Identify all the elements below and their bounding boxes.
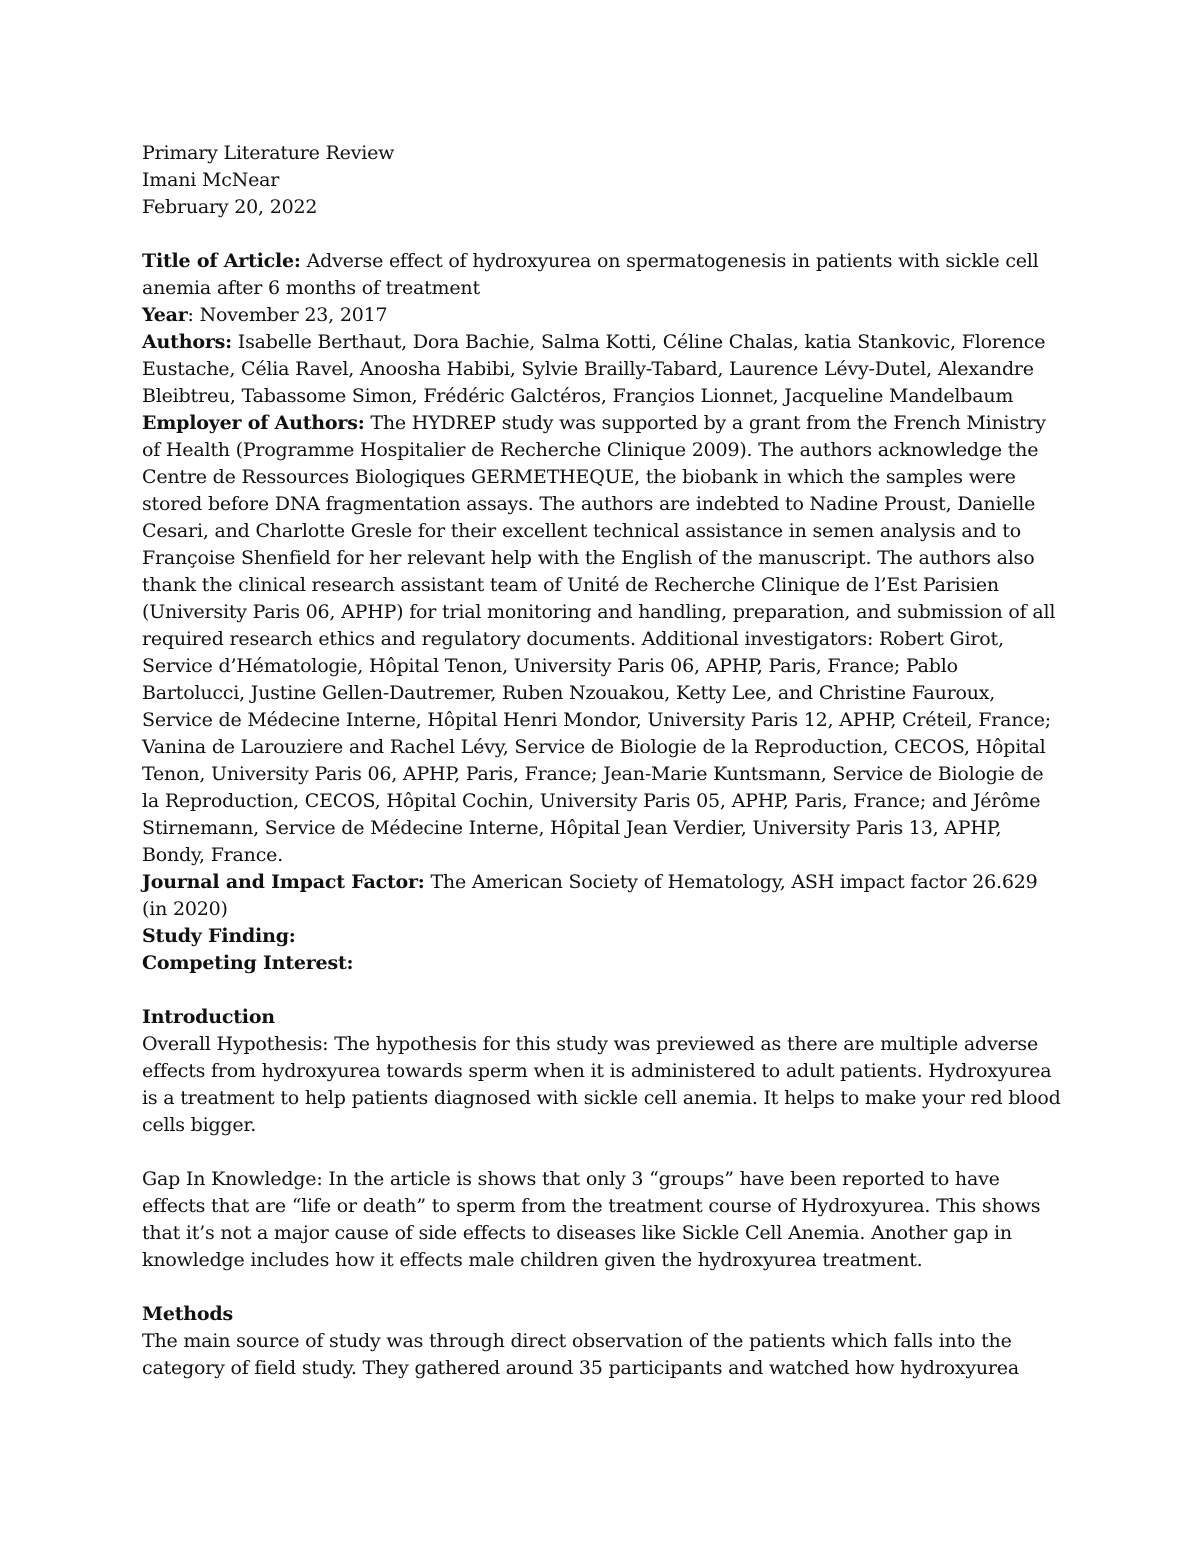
year-label: Year	[142, 304, 188, 326]
employer-line	[142, 410, 1062, 869]
employer-label: Employer of Authors:	[142, 412, 365, 434]
introduction-heading: Introduction	[142, 1006, 275, 1028]
article-title-line	[142, 248, 1062, 302]
spacer	[142, 1139, 1062, 1166]
employer-value: The HYDREP study was supported by a grant from the French Ministry of Health (Programme Hospitalier de Recherche Clinique 2009). The authors acknowledge the Centre de Ressources Biologiques GERMETHEQUE, the biobank in which the samples were stored before DNA fragmentation assays. The authors are indebted to Nadine Proust, Danielle Cesari, and Charlotte Gresle for their excellent technical assistance in semen analysis and to Françoise Shenfield for her relevant help with the English of the manuscript. The authors also thank the clinical research assistant team of Unité de Recherche Clinique de l’Est Parisien (University Paris 06, APHP) for trial monitoring and handling, preparation, and submission of all required research ethics and regulatory documents. Additional investigators: Robert Girot, Service d’Hématologie, Hôpital Tenon, University Paris 06, APHP, Paris, France; Pablo Bartolucci, Justine Gellen-Dautremer, Ruben Nzouakou, Ketty Lee, and Christine Fauroux, Service de Médecine Interne, Hôpital Henri Mondor, University Paris 12, APHP, Créteil, France; Vanina de Larouziere and Rachel Lévy, Service de Biologie de la Reproduction, CECOS, Hôpital Tenon, University Paris 06, APHP, Paris, France; Jean-Marie Kuntsmann, Service de Biologie de la Reproduction, CECOS, Hôpital Cochin, University Paris 05, APHP, Paris, France; and Jérôme Stirnemann, Service de Médecine Interne, Hôpital Jean Verdier, University Paris 13, APHP, Bondy, France.	[142, 412, 1056, 866]
article-title-label: Title of Article:	[142, 250, 301, 272]
spacer	[142, 221, 1062, 248]
competing-interest-label: Competing Interest:	[142, 952, 354, 974]
doc-date: February 20, 2022	[142, 196, 318, 218]
doc-type: Primary Literature Review	[142, 142, 395, 164]
competing-interest-line	[142, 950, 1062, 977]
spacer	[142, 977, 1062, 1004]
gap-in-knowledge-paragraph: Gap In Knowledge: In the article is shows that only 3 “groups” have been reported to have effects that are “life or death” to sperm from the treatment course of Hydroxyurea. This shows that it’s not a major cause of side effects to diseases like Sickle Cell Anemia. Another gap in knowledge includes how it effects male children given the hydroxyurea treatment.	[142, 1168, 1041, 1271]
author-name: Imani McNear	[142, 169, 280, 191]
hypothesis-paragraph: Overall Hypothesis: The hypothesis for this study was previewed as there are multiple adverse effects from hydroxyurea towards sperm when it is administered to adult patients. Hydroxyurea is a treatment to help patients diagnosed with sickle cell anemia. It helps to make your red blood cells bigger.	[142, 1033, 1061, 1136]
study-finding-label: Study Finding:	[142, 925, 296, 947]
document-page	[142, 140, 1062, 1382]
journal-label: Journal and Impact Factor:	[142, 871, 425, 893]
authors-value: Isabelle Berthaut, Dora Bachie, Salma Kotti, Céline Chalas, katia Stankovic, Florence Eustache, Célia Ravel, Anoosha Habibi, Sylvie Brailly-Tabard, Laurence Lévy-Dutel, Alexandre Bleibtreu, Tabassome Simon, Frédéric Galctéros, Françios Lionnet, Jacqueline Mandelbaum	[142, 331, 1046, 407]
methods-heading: Methods	[142, 1303, 233, 1325]
authors-line	[142, 329, 1062, 410]
spacer	[142, 1274, 1062, 1301]
journal-line	[142, 869, 1062, 923]
study-finding-line	[142, 923, 1062, 950]
journal-value: The American Society of Hematology, ASH impact factor 26.629 (in 2020)	[142, 871, 1038, 920]
authors-label: Authors:	[142, 331, 232, 353]
year-value: : November 23, 2017	[187, 304, 388, 326]
methods-paragraph: The main source of study was through direct observation of the patients which falls into the category of field study. They gathered around 35 participants and watched how hydroxyurea	[142, 1330, 1019, 1379]
year-line	[142, 302, 1062, 329]
article-title-value: Adverse effect of hydroxyurea on spermatogenesis in patients with sickle cell anemia after 6 months of treatment	[142, 250, 1039, 299]
